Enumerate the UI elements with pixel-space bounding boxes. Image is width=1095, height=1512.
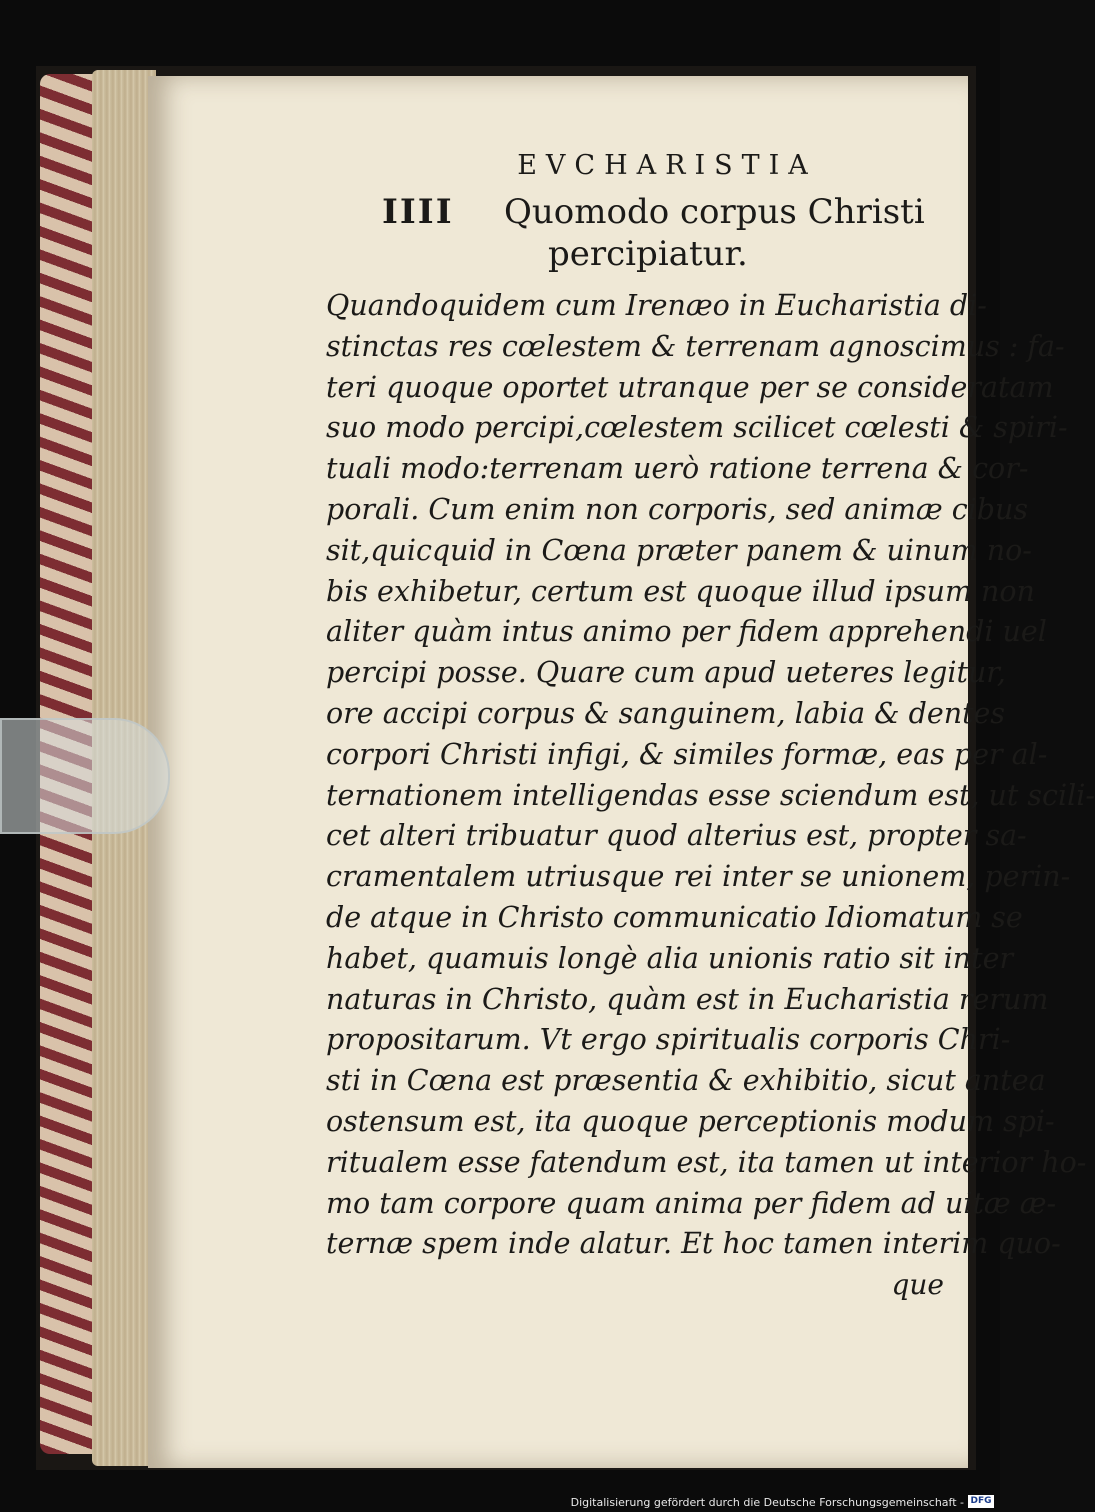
dfg-logo: DFG xyxy=(968,1495,994,1508)
text-line: habet, quamuis longè alia unionis ratio sit inter xyxy=(326,941,1014,975)
page-clip xyxy=(0,718,170,834)
text-line: propositarum. Vt ergo spiritualis corporis Chri- xyxy=(326,1023,1011,1057)
text-line: ritualem esse fatendum est, ita tamen ut interior ho- xyxy=(326,1145,1087,1179)
body-text xyxy=(326,286,1095,1265)
text-line: bis exhibetur, certum est quoque illud ipsum non xyxy=(326,574,1035,608)
text-line: corpori Christi infigi, & similes formæ, eas per al- xyxy=(326,737,1048,771)
chapter-title-continued: percipiatur. xyxy=(548,234,748,274)
text-line: Quandoquidem cum Irenæo in Eucharistia di- xyxy=(326,289,987,322)
text-line: aliter quàm intus animo per fidem apprehendi uel xyxy=(326,615,1047,649)
text-line: teri quoque oportet utranque per se consideratam xyxy=(326,370,1054,404)
text-line: sti in Cœna est præsentia & exhibitio, sicut antea xyxy=(326,1064,1046,1098)
running-head: EVCHARISTIA xyxy=(517,150,817,181)
text-line: cramentalem utriusque rei inter se unionem, perin- xyxy=(326,860,1071,894)
text-line: suo modo percipi,cœlestem scilicet cœlesti & spiri- xyxy=(326,411,1068,445)
page-text-block xyxy=(326,150,1095,1305)
text-line: ore accipi corpus & sanguinem, labia & dentes xyxy=(326,696,1006,730)
text-line: percipi posse. Quare cum apud ueteres legitur, xyxy=(326,656,1006,690)
chapter-heading xyxy=(326,190,948,234)
text-line: ternationem intelligendas esse sciendum est, ut scili- xyxy=(326,778,1095,812)
text-line: tuali modo:terrenam uerò ratione terrena & cor- xyxy=(326,452,1029,486)
chapter-title: Quomodo corpus Christi xyxy=(504,192,925,232)
text-line: mo tam corpore quam anima per fidem ad uitæ æ- xyxy=(326,1186,1057,1220)
text-line: ternæ spem inde alatur. Et hoc tamen interim quo- xyxy=(326,1227,1061,1261)
chapter-number: IIII xyxy=(382,192,454,232)
text-line: cet alteri tribuatur quod alterius est, propter sa- xyxy=(326,819,1027,853)
text-line: de atque in Christo communicatio Idiomatum se xyxy=(326,900,1023,934)
text-line: ostensum est, ita quoque perceptionis modum spi- xyxy=(326,1104,1055,1138)
catchword: que xyxy=(891,1268,944,1302)
text-line: porali. Cum enim non corporis, sed animæ cibus xyxy=(326,492,1029,526)
footer-credit: Digitalisierung gefördert durch die Deutsche Forschungsgemeinschaft - xyxy=(570,1496,964,1509)
text-line: stinctas res cœlestem & terrenam agnoscimus : fa- xyxy=(326,329,1065,363)
text-line: naturas in Christo, quàm est in Eucharistia rerum xyxy=(326,982,1049,1016)
text-line: sit,quicquid in Cœna præter panem & uinum no- xyxy=(326,533,1032,567)
